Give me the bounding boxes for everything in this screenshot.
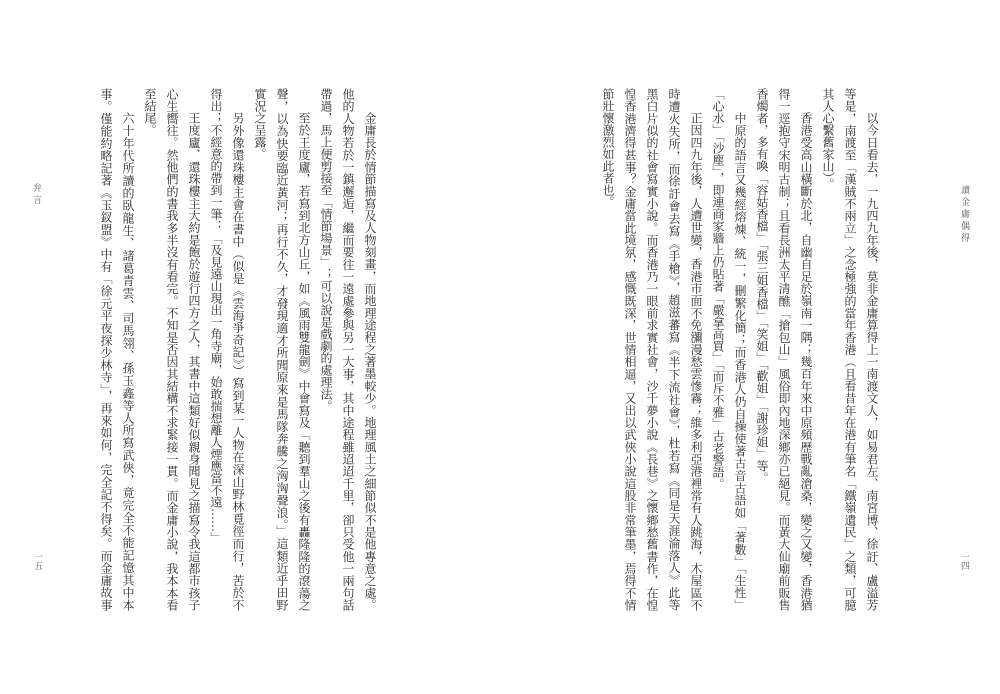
page-number: 一四 [959, 552, 969, 570]
text-column: 節壯懷激烈如此者也。 [601, 88, 615, 208]
text-column: 六十年代所讀的臥龍生、諸葛青雲、司馬翎、孫玉鑫等人所寫武俠，竟完全不能記憶其中本 [121, 112, 135, 611]
text-column: 「心水」「沙塵」，即連商家牆上仍貼著「嚴拿高買」「而斥不雅」古老警語。 [711, 88, 725, 490]
text-column: 香燭者，多有喚「容姑香檔」「張三姐香檔」「笑姐」「歡姐」「謝珍姐」等。 [755, 88, 769, 484]
text-column: 金庸長於情節描寫及人物刻畫，而地理途程之著墨較少。地理風土之細節似不是他專意之處。 [363, 112, 377, 611]
right-page [500, 0, 1000, 694]
text-column: 等是，南渡至「漢賊不兩立」之念極強的當年香港（且看昔年在港有筆名「鐵嶺遺民」之類，可臆 [843, 88, 857, 611]
text-column: 其人心繫舊家山）。 [821, 88, 835, 190]
text-column: 正因四九年後，人遭世變，香港市面不免瀰漫愁雲慘霧；維多利亞港裡常有人跳海，木屋區不 [689, 112, 703, 611]
text-column: 王度廬、還珠樓主大約是飽於遊行四方之人，其書中這類好似親身聞見之描寫令我這都市孩子 [187, 112, 201, 611]
text-column: 另外像還珠樓主會在書中（似是《雲海爭奇記》）寫到某一人物在深山野林覓徑而行，苦於不 [231, 112, 245, 611]
running-head: 讀金庸偶得 [959, 185, 969, 245]
running-head: 弁言 [31, 183, 41, 207]
text-column: 得一逕抱守宋明古制；且看長洲太平清醮「搶包山」風俗即內地深鄉亦已絕見。而黃大仙廟前販售 [777, 88, 791, 611]
text-column: 得出；不經意的帶到一筆：「及見遠山現出一角寺廟，始敢揣想離人煙應當不遠……」 [209, 88, 223, 544]
text-column: 惶香港濟得甚事？金庸當此境氛，感慨既深，世情相逼，又出以武俠小說這股非常筆墨，焉得不情 [623, 88, 637, 611]
text-column: 至於王度廬，若寫到北方山丘，如《風雨雙龍劍》中會寫及「聽到羣山之後有轟隆隆的滾蕩之 [297, 112, 311, 611]
text-column: 時遭火失所，而徐訏會去寫《手槍》，趙滋蕃寫《半下流社會》，杜若寫《同是天涯淪落人》此等 [667, 88, 681, 611]
text-column: 聲，以為快要臨近黃河；再行不久，才發現適才所聞原來是馬隊奔騰之洶洶聲浪。」這類近乎田野 [275, 88, 289, 611]
text-column: 以今日看去，一九四九年後，莫非金庸算得上一南渡文人，如易君左、南宮博、徐訏、盧溢芳 [865, 112, 879, 611]
text-column: 他的人物若於一鎮邂逅，繼而要往一遠處參與另一大事，其中途程雖迢迢千里，卻只受他一兩句話 [341, 88, 355, 611]
text-column: 心生嚮往。然他們的書我多半沒有看完。不知是否因其結構不求緊接一貫。而金庸小說，我本本看 [165, 88, 179, 611]
text-column: 黑白片似的社會寫實小說。而香港乃一眼前求實社會，沙千夢小說《長巷》之懷鄉愁舊書作，在惶 [645, 88, 659, 611]
text-column: 中原的語言又幾經熔煉、統一，刪繁化簡；而香港人仍自操使著古音古語如「著數」「生性」 [733, 112, 747, 611]
page-number: 一五 [32, 552, 42, 570]
text-column: 至結尾。 [143, 88, 157, 136]
text-column: 帶過，馬上便剪接至「情節場景」；可以說是戲劇的處理法。 [319, 88, 333, 412]
text-column: 事。僅能約略記著《玉釵盟》中有「徐元平夜探少林寺」，再來如何，完全記不得矣。而金庸故事 [99, 88, 113, 611]
text-column: 實況之呈露。 [253, 88, 267, 160]
text-column: 香港受高山橫斷於北，自幽自足於嶺南一隅；幾百年來中原頻歷戰亂滄桑，變之又變，香港猶 [799, 112, 813, 611]
